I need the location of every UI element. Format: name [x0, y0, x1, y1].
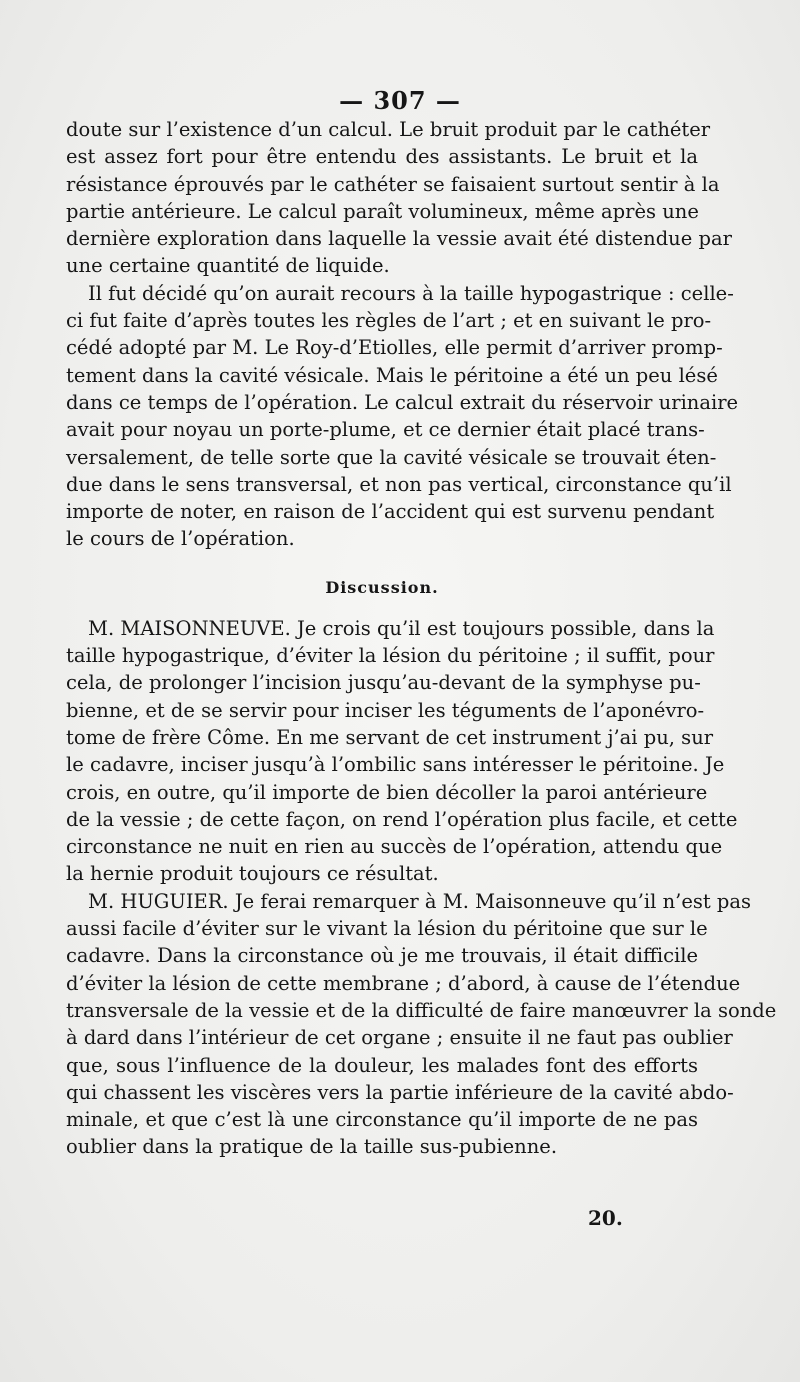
text-line: bienne, et de se servir pour inciser les téguments de l’aponévro-	[66, 698, 705, 722]
text-line: que, sous l’influence de la douleur, les malades font des efforts	[66, 1053, 698, 1077]
text-line: ci fut faite d’après toutes les règles de l’art ; et en suivant le pro-	[66, 309, 712, 333]
text-line: dans ce temps de l’opération. Le calcul extrait du réservoir urinaire	[66, 390, 739, 414]
text-line: transversale de la vessie et de la difficulté de faire manœuvrer la sonde	[66, 998, 777, 1022]
text-line: due dans le sens transversal, et non pas vertical, circonstance qu’il	[66, 472, 732, 496]
text-line: oublier dans la pratique de la taille sus-pubienne.	[66, 1135, 558, 1159]
paragraph-2	[66, 280, 739, 553]
text-line: M. HUGUIER. Je ferai remarquer à M. Maisonneuve qu’il n’est pas	[88, 889, 752, 913]
text-line: cédé adopté par M. Le Roy-d’Etiolles, elle permit d’arriver promp-	[66, 336, 723, 360]
text-line: aussi facile d’éviter sur le vivant la lésion du péritoine que sur le	[66, 917, 708, 941]
text-line: d’éviter la lésion de cette membrane ; d’abord, à cause de l’étendue	[66, 971, 741, 995]
text-line: M. MAISONNEUVE. Je crois qu’il est toujours possible, dans la	[88, 616, 715, 640]
text-line: cela, de prolonger l’incision jusqu’au-devant de la symphyse pu-	[66, 671, 701, 695]
text-line: une certaine quantité de liquide.	[66, 254, 390, 278]
text-line: est assez fort pour être entendu des assistants. Le bruit et la	[66, 145, 698, 169]
text-line: tement dans la cavité vésicale. Mais le péritoine a été un peu lésé	[66, 363, 718, 387]
text-line: partie antérieure. Le calcul paraît volumineux, même après une	[66, 199, 699, 223]
text-line: résistance éprouvés par le cathéter se faisaient surtout sentir à la	[66, 172, 720, 196]
body-text	[66, 116, 777, 1161]
text-line: avait pour noyau un porte-plume, et ce dernier était placé trans-	[66, 418, 705, 442]
paragraph-1	[66, 116, 732, 280]
text-line: importe de noter, en raison de l’accident qui est survenu pendant	[66, 500, 715, 524]
text-line: qui chassent les viscères vers la partie inférieure de la cavité abdo-	[66, 1080, 734, 1104]
text-line: à dard dans l’intérieur de cet organe ; ensuite il ne faut pas oublier	[66, 1026, 733, 1050]
text-line: Il fut décidé qu’on aurait recours à la taille hypogastrique : celle-	[88, 281, 734, 305]
text-line: le cours de l’opération.	[66, 527, 295, 551]
text-line: taille hypogastrique, d’éviter la lésion du péritoine ; il suffit, pour	[66, 644, 715, 668]
text-line: versalement, de telle sorte que la cavité vésicale se trouvait éten-	[66, 445, 717, 469]
text-line: de la vessie ; de cette façon, on rend l’opération plus facile, et cette	[66, 807, 738, 831]
text-line: la hernie produit toujours ce résultat.	[66, 862, 439, 886]
text-line: crois, en outre, qu’il importe de bien décoller la paroi antérieure	[66, 780, 708, 804]
paragraph-4	[66, 888, 777, 1161]
paragraph-3	[66, 615, 738, 888]
text-line: minale, et que c’est là une circonstance qu’il importe de ne pas	[66, 1108, 698, 1132]
text-line: cadavre. Dans la circonstance où je me trouvais, il était difficile	[66, 944, 698, 968]
page-number: — 307 —	[339, 86, 461, 115]
text-line: tome de frère Côme. En me servant de cet instrument j’ai pu, sur	[66, 725, 714, 749]
text-line: le cadavre, inciser jusqu’à l’ombilic sans intéresser le péritoine. Je	[66, 753, 725, 777]
signature-mark: 20.	[588, 1206, 623, 1230]
text-line: doute sur l’existence d’un calcul. Le bruit produit par le cathéter	[66, 118, 711, 141]
text-line: dernière exploration dans laquelle la vessie avait été distendue par	[66, 227, 732, 251]
text-line: circonstance ne nuit en rien au succès de l’opération, attendu que	[66, 835, 723, 859]
section-heading: Discussion.	[325, 577, 439, 597]
